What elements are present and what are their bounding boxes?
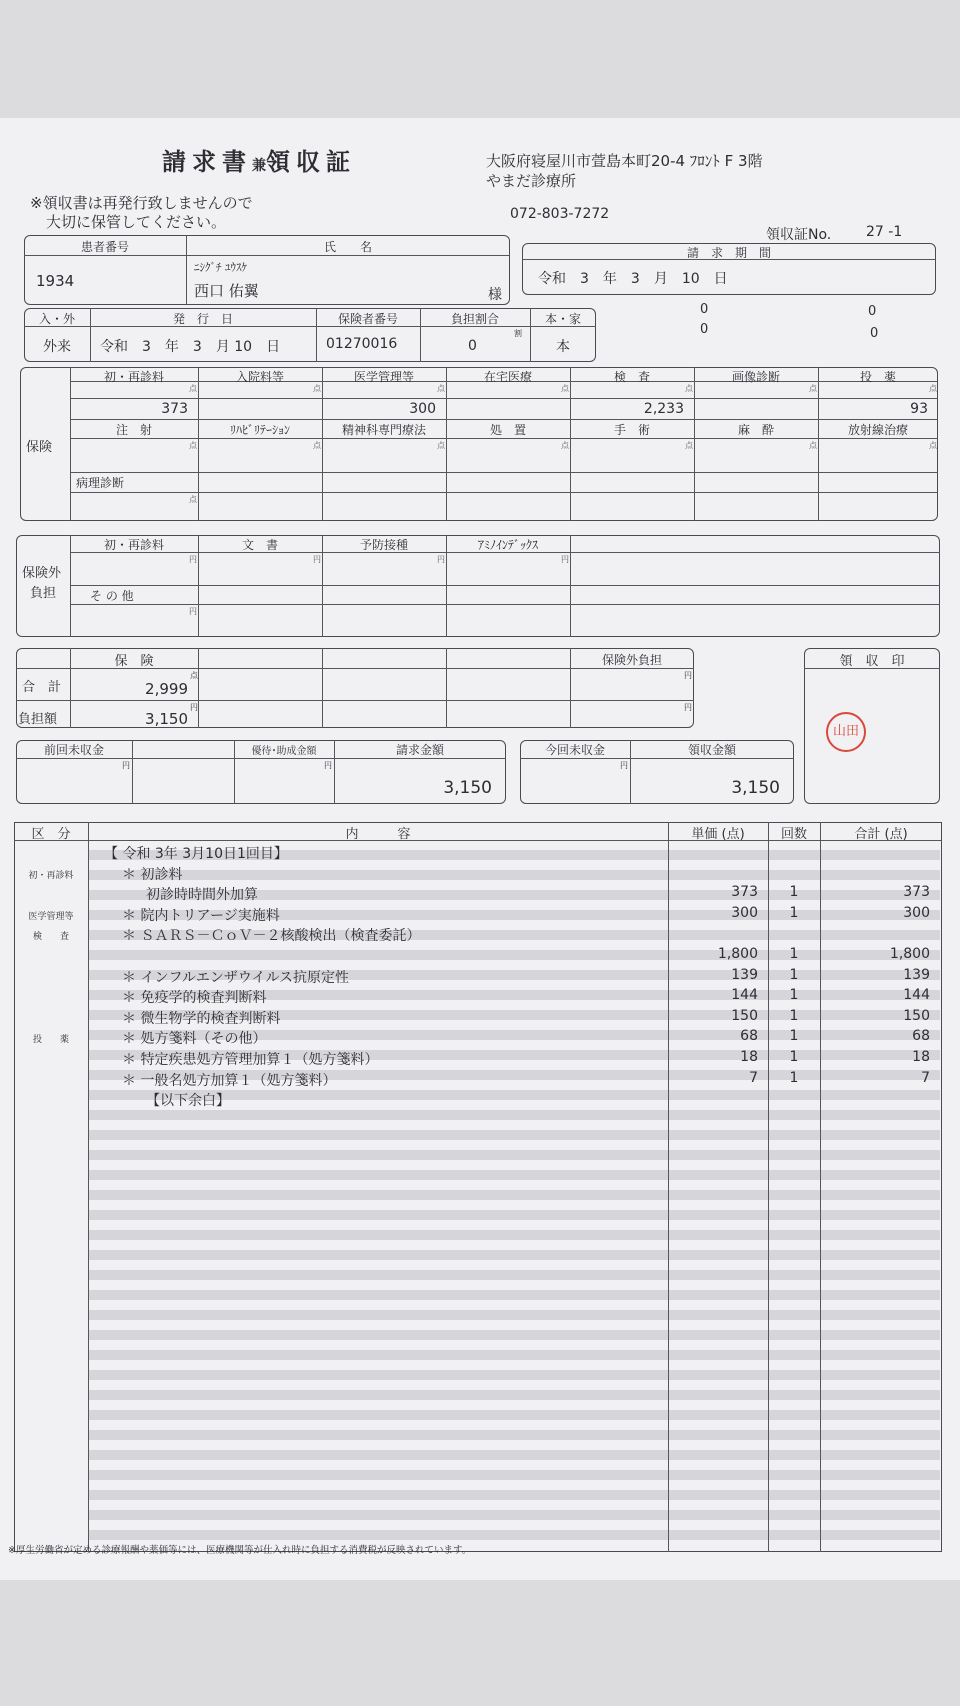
receipt-stamp-box (804, 648, 940, 804)
visit-type-label: 入・外 (38, 312, 75, 326)
detail-unit-price: 18 (740, 1049, 758, 1065)
billed-amount-label: 請求金額 (395, 743, 444, 757)
unit-yen: 円 (620, 761, 628, 770)
unit-point: 点 (437, 441, 445, 450)
category-label: 手 術 (613, 423, 650, 437)
non-insurance-label-2: 負担 (30, 586, 57, 601)
detail-row (0, 1090, 960, 1111)
detail-category: 初・再診料 (28, 870, 74, 881)
zero-value: 0 (700, 322, 709, 337)
detail-category: 投 薬 (32, 1035, 69, 1046)
detail-row (0, 1028, 960, 1049)
issue-date: 令和 3 年 3 月 10 日 (100, 339, 281, 355)
detail-unit-price: 300 (731, 904, 758, 921)
unit-point: 点 (189, 384, 197, 393)
reissue-notice: ※領収書は再発行致しませんので (30, 194, 253, 212)
detail-unit-price: 68 (740, 1028, 758, 1045)
category-label: 注 射 (115, 423, 152, 437)
discount-label: 優待･助成金額 (251, 746, 317, 757)
current-unpaid-label: 今回未収金 (544, 743, 605, 757)
patient-kana: ﾆｼｸﾞﾁ ﾕｳｽｹ (194, 261, 247, 274)
patient-id-label: 患者番号 (80, 240, 129, 254)
clinic-address: 大阪府寝屋川市萱島本町20-4 ﾌﾛﾝﾄ F 3階 (486, 152, 763, 170)
detail-category: 医学管理等 (28, 911, 74, 922)
detail-total: 373 (903, 884, 930, 901)
patient-id: 1934 (36, 272, 75, 290)
detail-count: 1 (789, 904, 799, 921)
detail-text: ＊ インフルエンザウイルス抗原定性 (122, 969, 350, 986)
detail-unit-price: 373 (731, 884, 758, 901)
unit-yen: 円 (684, 671, 692, 680)
category-label: 精神科専門療法 (341, 423, 426, 437)
insurer-number-label: 保険者番号 (337, 312, 398, 326)
details-header-unit-price: 単価 (点) (691, 827, 745, 842)
category-label: 医学管理等 (353, 370, 414, 384)
keep-notice: 大切に保管してください。 (46, 213, 227, 231)
category-label: 在宅医療 (483, 370, 532, 384)
detail-text: ＊ 微生物学的検査判断料 (122, 1010, 281, 1027)
detail-text: 【 令和 3年 3月10日1回目】 (104, 846, 288, 862)
category-points: 93 (910, 401, 928, 417)
burden-amount-label: 負担額 (18, 712, 58, 727)
detail-row (0, 1049, 960, 1070)
detail-count: 1 (789, 946, 799, 962)
detail-count: 1 (789, 884, 799, 901)
category-label: 初・再診料 (103, 538, 164, 552)
detail-total: 68 (912, 1028, 930, 1045)
insured-type: 本 (556, 339, 570, 355)
detail-category: 検 査 (32, 932, 69, 943)
unit-point: 点 (929, 441, 937, 450)
insurer-number: 01270016 (326, 336, 398, 352)
receipt-stamp-label: 領 収 印 (839, 654, 905, 669)
detail-text: ＊ 特定疾患処方管理加算１（処方箋料） (122, 1052, 379, 1068)
visit-type: 外来 (43, 339, 71, 355)
billed-amount: 3,150 (443, 778, 492, 798)
unit-point: 点 (190, 671, 198, 680)
detail-total: 150 (903, 1007, 930, 1024)
zero-value: 0 (870, 326, 879, 341)
detail-total: 139 (903, 966, 930, 983)
details-header-category: 区 分 (31, 827, 71, 842)
detail-count: 1 (789, 987, 799, 1004)
detail-unit-price: 150 (731, 1007, 758, 1024)
grid-line (818, 367, 819, 521)
unit-point: 点 (685, 441, 693, 450)
detail-unit-price: 1,800 (717, 946, 758, 962)
burden-amount: 3,150 (145, 710, 188, 728)
unit-yen: 円 (324, 761, 332, 770)
receipt-number: 27 -1 (866, 224, 903, 240)
unit-point: 点 (561, 441, 569, 450)
burden-ratio: 0 (468, 338, 477, 354)
patient-name: 西口 佑翼 (194, 282, 259, 300)
detail-text: ＊ 院内トリアージ実施料 (122, 907, 280, 924)
detail-text: 【以下余白】 (146, 1093, 230, 1110)
detail-text: ＊ 初診料 (122, 866, 183, 883)
detail-text: 初診時時間外加算 (146, 887, 258, 904)
detail-count: 1 (789, 966, 799, 983)
seal-stamp: 山田 (826, 712, 866, 752)
insurance-section-label: 保険 (26, 440, 53, 455)
unit-point: 点 (809, 384, 817, 393)
category-label: そ の 他 (90, 589, 134, 603)
details-header-content: 内 容 (345, 827, 411, 842)
footer-note: ※厚生労働省が定める診療報酬や薬価等には、医療機関等が仕入れ時に負担する消費税が反映されています。 (8, 1545, 472, 1556)
total-points: 2,999 (145, 680, 188, 698)
detail-total: 7 (921, 1069, 930, 1086)
unit-yen: 円 (313, 555, 321, 564)
category-points: 300 (409, 401, 436, 417)
receipt-number-label: 領収証No. (766, 227, 832, 243)
unit-point: 点 (685, 384, 693, 393)
burden-ratio-label: 負担割合 (450, 312, 499, 326)
previous-unpaid-label: 前回未収金 (43, 743, 104, 757)
unit-yen: 円 (561, 555, 569, 564)
unit-point: 点 (437, 384, 445, 393)
detail-row (0, 864, 960, 885)
detail-row (0, 1070, 960, 1091)
detail-unit-price: 139 (731, 966, 758, 983)
detail-unit-price: 7 (749, 1069, 758, 1086)
detail-count: 1 (789, 1028, 799, 1045)
category-points: 373 (161, 401, 188, 417)
detail-total: 144 (903, 987, 930, 1004)
grid-line (70, 419, 938, 420)
detail-text: ＊ 一般名処方加算１（処方箋料） (122, 1072, 337, 1089)
unit-point: 点 (561, 384, 569, 393)
unit-yen: 円 (189, 555, 197, 564)
received-amount-label: 領収金額 (687, 743, 736, 757)
insured-type-label: 本・家 (544, 312, 581, 326)
detail-total: 1,800 (889, 946, 930, 962)
details-header-count: 回数 (780, 827, 807, 842)
patient-name-label: 氏 名 (323, 240, 372, 254)
detail-row (0, 905, 960, 926)
unit-point: 点 (189, 441, 197, 450)
detail-row (0, 1008, 960, 1029)
detail-text: ＊ ＳＡＲＳ－ＣｏＶ－２核酸検出（検査委託） (122, 928, 421, 945)
category-label: 投 薬 (859, 370, 896, 384)
unit-point: 点 (929, 384, 937, 393)
grid-line (70, 492, 938, 493)
detail-text: ＊ 免疫学的検査判断料 (122, 990, 267, 1007)
clinic-phone: 072-803-7272 (510, 206, 610, 222)
category-label: 入院料等 (235, 370, 284, 384)
detail-row (0, 987, 960, 1008)
unit-point: 点 (313, 441, 321, 450)
detail-count: 1 (789, 1049, 799, 1065)
totals-insurance-label: 保 険 (114, 654, 154, 669)
grid-line (70, 472, 938, 473)
detail-count: 1 (789, 1069, 799, 1086)
grid-line (198, 367, 199, 521)
received-amount: 3,150 (731, 778, 780, 798)
detail-total: 18 (912, 1049, 930, 1065)
clinic-name: やまだ診療所 (486, 172, 577, 190)
billing-period-value: 令和 3 年 3 月 10 日 (538, 271, 728, 287)
unit-point: 点 (809, 441, 817, 450)
unit-yen: 円 (189, 607, 197, 616)
detail-row (0, 946, 960, 967)
total-label: 合 計 (22, 680, 62, 695)
category-label: 文 書 (241, 538, 278, 552)
category-label: 初・再診料 (103, 370, 164, 384)
grid-line (70, 398, 938, 399)
zero-value: 0 (868, 304, 877, 319)
billing-period-label: 請 求 期 間 (686, 246, 771, 260)
category-points: 2,233 (643, 401, 684, 417)
document-title: 請求書兼領収証 (162, 147, 356, 176)
category-label: 処 置 (489, 423, 526, 437)
unit-point: 点 (313, 384, 321, 393)
unit-point: 点 (189, 495, 197, 504)
detail-text: ＊ 処方箋料（その他） (122, 1031, 267, 1048)
burden-ratio-unit: 割 (514, 329, 522, 338)
category-label: 病理診断 (76, 476, 125, 490)
grid-line (570, 535, 571, 637)
category-label: 画像診断 (731, 370, 780, 384)
issue-date-label: 発 行 日 (172, 312, 233, 326)
details-header-total: 合計 (点) (854, 827, 908, 842)
category-label: ｱﾐﾉｲﾝﾃﾞｯｸｽ (477, 538, 538, 552)
grid-line (694, 367, 695, 521)
detail-row (0, 967, 960, 988)
totals-non-insurance-label: 保険外負担 (601, 653, 662, 667)
non-insurance-label: 保険外 (22, 566, 62, 581)
unit-yen: 円 (437, 555, 445, 564)
grid-line (70, 438, 938, 439)
unit-yen: 円 (684, 703, 692, 712)
grid-line (570, 367, 571, 521)
zero-value: 0 (700, 302, 709, 317)
detail-row (0, 884, 960, 905)
unit-yen: 円 (122, 761, 130, 770)
unit-yen: 円 (190, 703, 198, 712)
category-label: 麻 酔 (737, 423, 774, 437)
grid-line (70, 585, 940, 586)
detail-unit-price: 144 (731, 987, 758, 1004)
detail-row (0, 925, 960, 946)
honorific: 様 (488, 287, 502, 303)
category-label: 放射線治療 (847, 423, 908, 437)
detail-row (0, 843, 960, 864)
grid-line (446, 367, 447, 521)
category-label: 検 査 (613, 370, 650, 384)
category-label: 予防接種 (359, 538, 408, 552)
insurance-grid (20, 367, 938, 521)
grid-line (322, 367, 323, 521)
category-label: ﾘﾊﾋﾞﾘﾃｰｼｮﾝ (229, 423, 290, 437)
detail-total: 300 (903, 904, 930, 921)
grid-line (70, 604, 940, 605)
detail-count: 1 (789, 1007, 799, 1024)
